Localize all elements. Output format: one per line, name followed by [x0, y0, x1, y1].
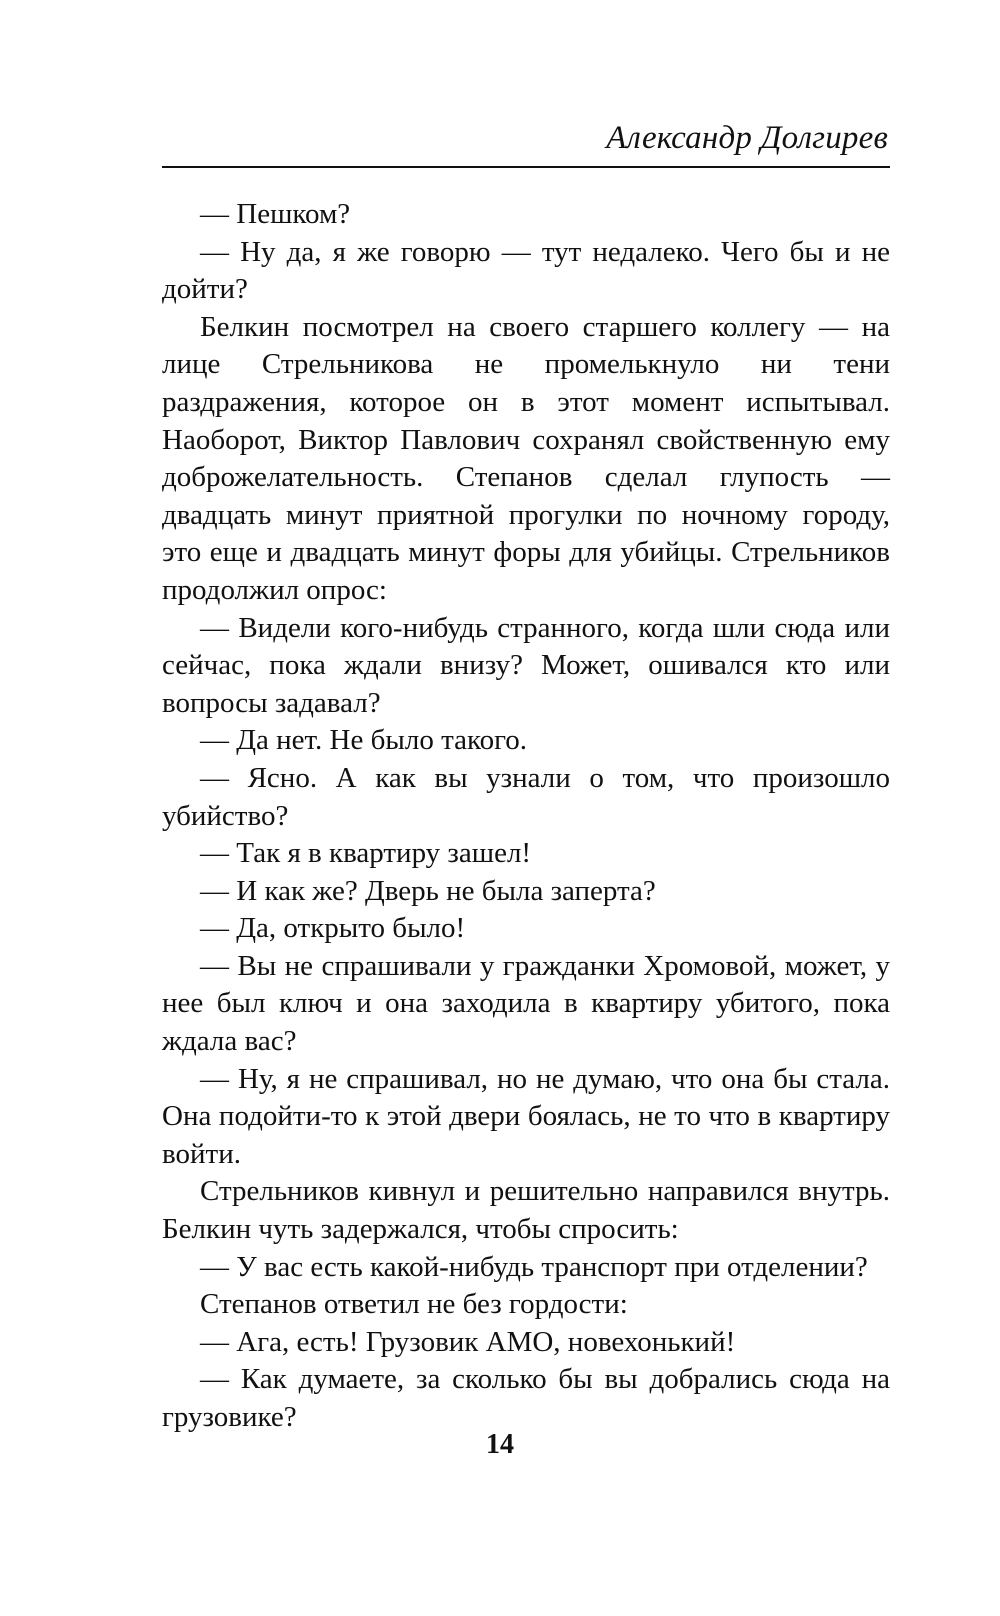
paragraph: — Как думаете, за сколько бы вы добрались сюда на грузовике? [162, 1363, 890, 1433]
paragraph: — Да нет. Не было такого. [200, 724, 528, 757]
paragraph: — Видели кого-нибудь странного, когда шли сюда или сейчас, пока ждали внизу? Может, ошивался кто или вопросы задавал? [162, 611, 890, 719]
paragraph: — Да, открыто было! [200, 912, 466, 945]
paragraph: Белкин посмотрел на своего старшего коллегу — на лице Стрельникова не промелькнуло ни тени раздражения, которое он в этот момент испытывал. Наоборот, Виктор Павлович сохранял свойственную ему доброжелательность. Степанов сделал глупость — двадцать минут приятной прогулки по ночному городу, это еще и двадцать минут форы для убийцы. Стрельников продолжил опрос: [162, 310, 890, 606]
paragraph: — Ясно. А как вы узнали о том, что произошло убийство? [162, 761, 890, 832]
paragraph: — Ага, есть! Грузовик АМО, новехонький! [200, 1325, 736, 1358]
paragraph: — Вы не спрашивали у гражданки Хромовой, может, у нее был ключ и она заходила в квартиру убитого, пока ждала вас? [162, 949, 890, 1058]
paragraph: Стрельников кивнул и решительно направился внутрь. Белкин чуть задержался, чтобы спросить: [162, 1175, 890, 1246]
running-head-author: Александр Долгирев [606, 120, 888, 156]
paragraph: — И как же? Дверь не была заперта? [200, 874, 656, 907]
paragraph: — Ну да, я же говорю — тут недалеко. Чего бы и не дойти? [162, 235, 890, 306]
paragraph: Степанов ответил не без гордости: [200, 1288, 628, 1321]
paragraph: — Пешком? [200, 198, 351, 230]
body-text [162, 196, 890, 1437]
header-rule [162, 166, 890, 168]
page-number: 14 [486, 1429, 514, 1460]
paragraph: — У вас есть какой-нибудь транспорт при отделении? [200, 1250, 868, 1283]
paragraph: — Ну, я не спрашивал, но не думаю, что она бы стала. Она подойти-то к этой двери боялась, не то что в квартиру войти. [162, 1062, 890, 1170]
paragraph: — Так я в квартиру зашел! [200, 837, 532, 870]
